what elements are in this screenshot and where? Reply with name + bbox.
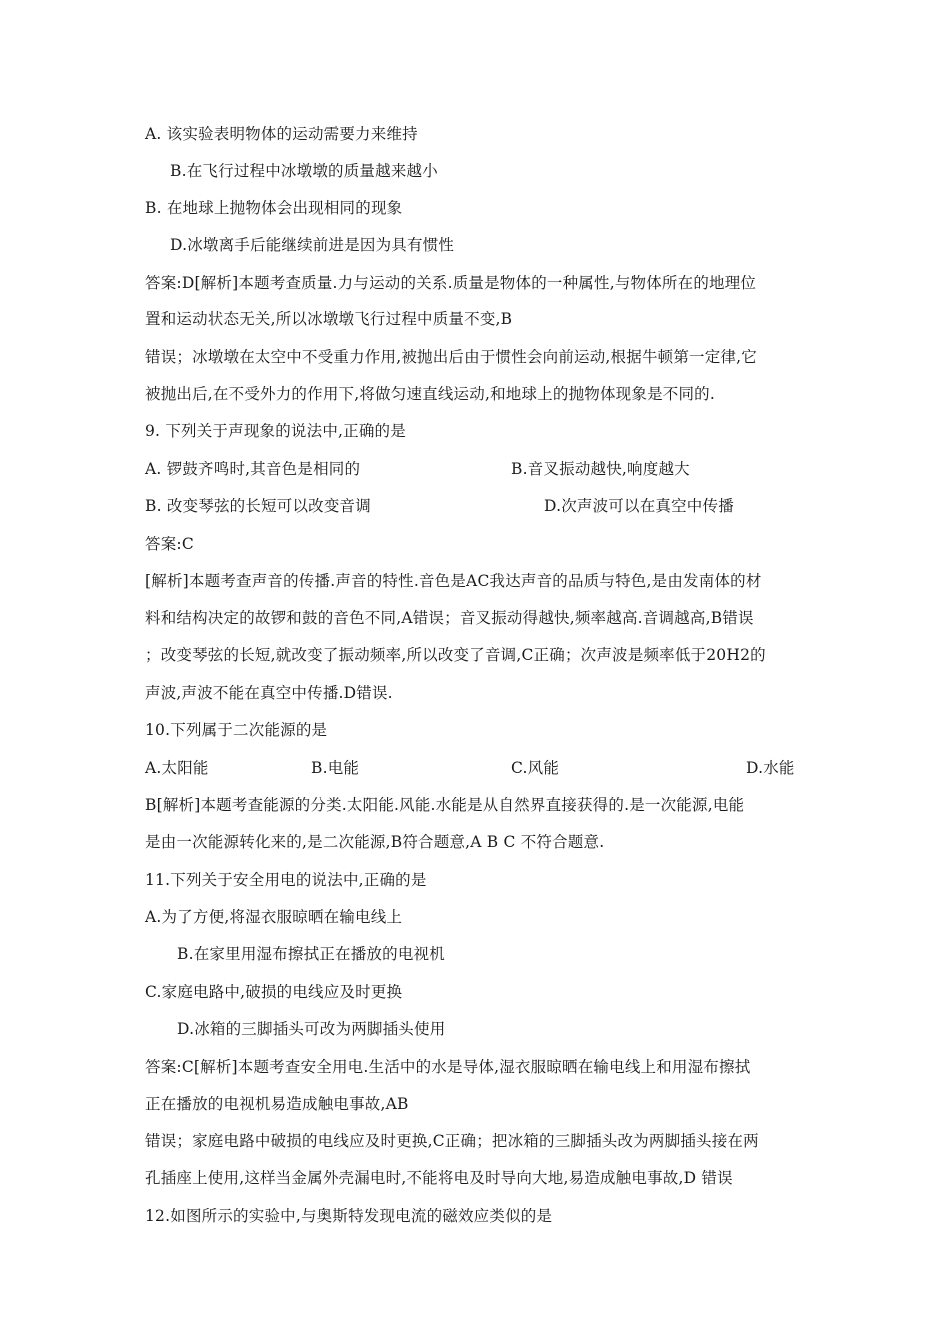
q9-option-c: B. 改变琴弦的长短可以改变音调 — [145, 497, 371, 515]
q11-answer-line-4: 孔插座上使用,这样当金属外壳漏电时,不能将电及时导向大地,易造成触电事故,D 错误 — [145, 1169, 733, 1187]
q10-option-b: B.电能 — [311, 759, 360, 777]
q8-option-c: B. 在地球上抛物体会出现相同的现象 — [145, 199, 403, 217]
q9-answer: 答案:C — [145, 535, 194, 553]
q11-answer-line-3: 错误；家庭电路中破损的电线应及时更换,C正确；把冰箱的三脚插头改为两脚插头接在两 — [145, 1132, 759, 1150]
q8-option-b: B.在飞行过程中冰墩墩的质量越来越小 — [170, 162, 438, 180]
q9-explanation-line-3: ；改变琴弦的长短,就改变了振动频率,所以改变了音调,C正确；次声波是频率低于20H2的 — [145, 646, 766, 664]
q11-option-b: B.在家里用湿布擦拭正在播放的电视机 — [177, 945, 445, 963]
q8-option-a: A. 该实验表明物体的运动需要力来维持 — [145, 125, 418, 143]
q8-answer-line-3: 错误；冰墩墩在太空中不受重力作用,被抛出后由于惯性会向前运动,根据牛顿第一定律,它 — [145, 348, 757, 366]
q9-option-d: D.次声波可以在真空中传播 — [544, 497, 734, 515]
q8-option-d: D.冰墩离手后能继续前进是因为具有惯性 — [170, 236, 455, 254]
q8-answer-line-1: 答案:D[解析]本题考查质量.力与运动的关系.质量是物体的一种属性,与物体所在的地理位 — [145, 274, 757, 292]
q10-option-c: C.风能 — [511, 759, 560, 777]
q10-question: 10.下列属于二次能源的是 — [145, 721, 328, 739]
q10-explanation-line-2: 是由一次能源转化来的,是二次能源,B符合题意,A B C 不符合题意. — [145, 833, 605, 851]
q11-answer-line-1: 答案:C[解析]本题考查安全用电.生活中的水是导体,湿衣服晾晒在输电线上和用湿布擦拭 — [145, 1058, 751, 1076]
q8-answer-line-2: 置和运动状态无关,所以冰墩墩飞行过程中质量不变,B — [145, 310, 513, 328]
q11-option-a: A.为了方便,将湿衣服晾晒在输电线上 — [145, 908, 403, 926]
q9-option-b: B.音叉振动越快,响度越大 — [511, 460, 690, 478]
q10-explanation-line-1: B[解析]本题考查能源的分类.太阳能.风能.水能是从自然界直接获得的.是一次能源,电能 — [145, 796, 745, 814]
q9-question: 9. 下列关于声现象的说法中,正确的是 — [145, 422, 406, 440]
q10-options-row — [145, 758, 795, 778]
q9-options-row-1 — [145, 459, 690, 479]
q9-explanation-line-1: [解析]本题考查声音的传播.声音的特性.音色是AC我达声音的品质与特色,是由发南体的材 — [145, 572, 762, 590]
q9-explanation-line-4: 声波,声波不能在真空中传播.D错误. — [145, 684, 393, 702]
q10-option-a: A.太阳能 — [145, 759, 209, 777]
q11-option-c: C.家庭电路中,破损的电线应及时更换 — [145, 983, 403, 1001]
q11-answer-line-2: 正在播放的电视机易造成触电事故,AB — [145, 1095, 409, 1113]
q11-option-d: D.冰箱的三脚插头可改为两脚插头使用 — [177, 1020, 446, 1038]
q10-option-d: D.水能 — [746, 759, 795, 777]
q12-question: 12.如图所示的实验中,与奥斯特发现电流的磁效应类似的是 — [145, 1207, 553, 1225]
q8-answer-line-4: 被抛出后,在不受外力的作用下,将做匀速直线运动,和地球上的抛物体现象是不同的. — [145, 385, 716, 403]
q9-option-a: A. 锣鼓齐鸣时,其音色是相同的 — [145, 460, 361, 478]
q9-options-row-2 — [145, 496, 734, 516]
q9-explanation-line-2: 料和结构决定的故锣和鼓的音色不同,A错误；音叉振动得越快,频率越高.音调越高,B错误 — [145, 609, 754, 627]
q11-question: 11.下列关于安全用电的说法中,正确的是 — [145, 871, 427, 889]
